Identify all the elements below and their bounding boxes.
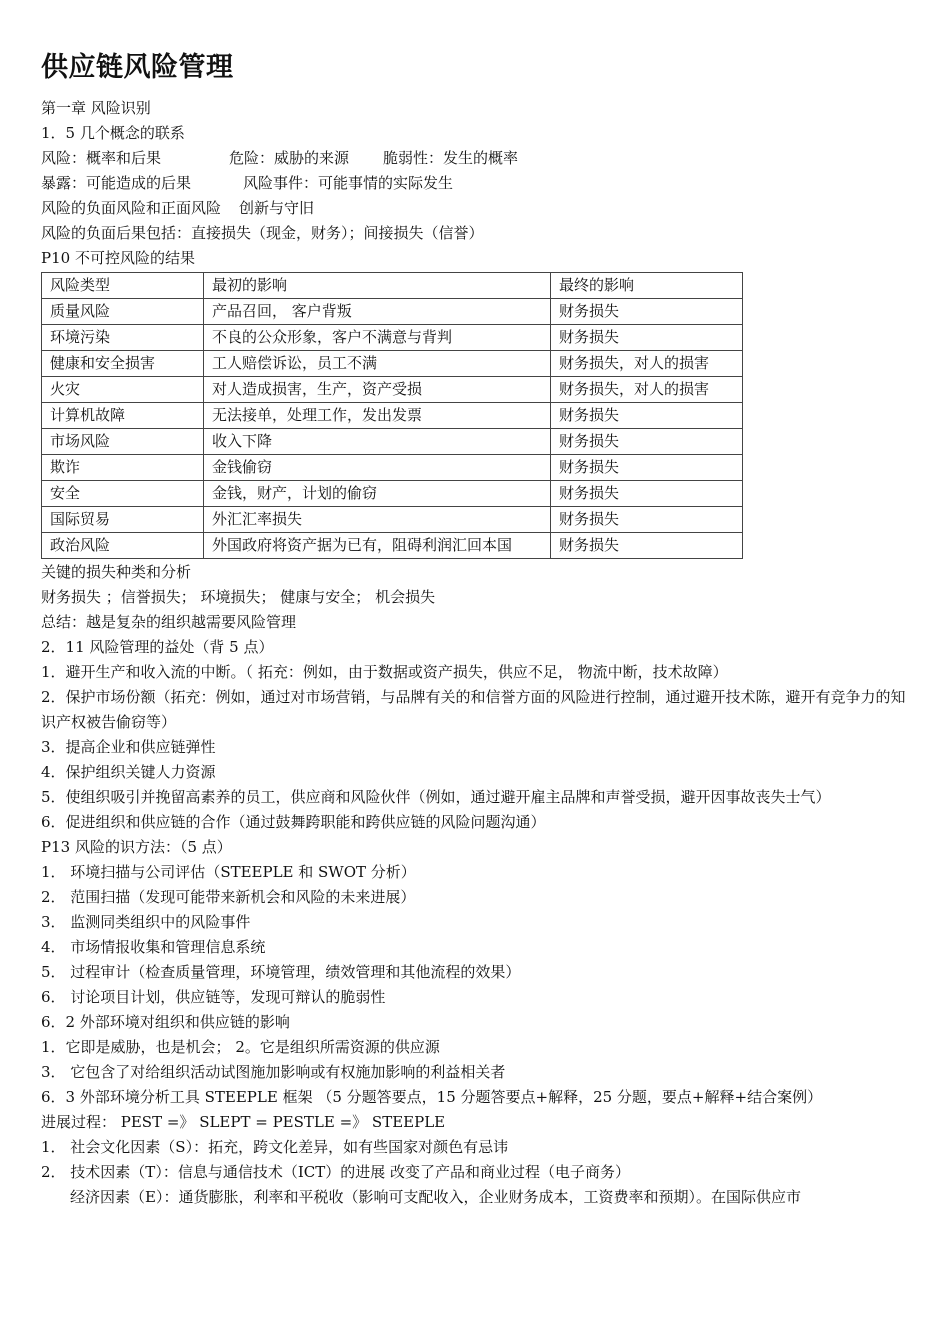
list-item: 6． 讨论项目计划，供应链等，发现可辩认的脆弱性 bbox=[41, 988, 386, 1006]
table-cell: 财务损失 bbox=[551, 507, 743, 533]
chapter-heading: 第一章 风险识别 bbox=[41, 99, 151, 117]
table-cell: 财务损失 bbox=[551, 429, 743, 455]
concept-risk-event: 风险事件：可能事情的实际发生 bbox=[243, 174, 454, 192]
table-cell: 市场风险 bbox=[42, 429, 204, 455]
list-item: 5． 过程审计（检查质量管理，环境管理，绩效管理和其他流程的效果） bbox=[41, 963, 521, 981]
concept-exposure: 暴露：可能造成的后果 bbox=[41, 174, 192, 192]
table-cell: 健康和安全损害 bbox=[42, 351, 204, 377]
concept-innovation: 创新与守旧 bbox=[239, 199, 315, 217]
env-influence-heading: 6．2 外部环境对组织和供应链的影响 bbox=[41, 1013, 290, 1031]
table-cell: 财务损失 bbox=[551, 403, 743, 429]
table-row bbox=[42, 455, 743, 481]
table-caption: P10 不可控风险的结果 bbox=[41, 249, 195, 267]
losses-heading: 关键的损失种类和分析 bbox=[41, 563, 192, 581]
list-item: 4．保护组织关键人力资源 bbox=[41, 763, 216, 781]
summary-line: 总结：越是复杂的组织越需要风险管理 bbox=[41, 613, 297, 631]
table-row bbox=[42, 533, 743, 559]
table-cell: 工人赔偿诉讼，员工不满 bbox=[204, 351, 551, 377]
risk-table bbox=[41, 272, 743, 559]
list-item: 6．促进组织和供应链的合作（通过鼓舞跨职能和跨供应链的风险问题沟通） bbox=[41, 813, 546, 831]
table-header: 最初的影响 bbox=[204, 273, 551, 299]
list-item: 5．使组织吸引并挽留高素养的员工，供应商和风险伙伴（例如，通过避开雇主品牌和声誉受损，避开因事故丧失士气） bbox=[41, 788, 831, 806]
table-cell: 欺诈 bbox=[42, 455, 204, 481]
benefits-heading: 2．11 风险管理的益处（背 5 点） bbox=[41, 638, 274, 656]
table-row bbox=[42, 299, 743, 325]
table-cell: 收入下降 bbox=[204, 429, 551, 455]
list-item: 4． 市场情报收集和管理信息系统 bbox=[41, 938, 266, 956]
concept-hazard: 危险：威胁的来源 bbox=[229, 149, 350, 167]
table-cell: 对人造成损害，生产，资产受损 bbox=[204, 377, 551, 403]
document-title: 供应链风险管理 bbox=[41, 52, 234, 83]
table-cell: 金钱偷窃 bbox=[204, 455, 551, 481]
table-cell: 财务损失 bbox=[551, 481, 743, 507]
list-item: 1．它即是威胁，也是机会； 2。它是组织所需资源的供应源 bbox=[41, 1038, 440, 1056]
table-cell: 财务损失，对人的损害 bbox=[551, 351, 743, 377]
table-row bbox=[42, 325, 743, 351]
table-cell: 安全 bbox=[42, 481, 204, 507]
concept-row: 风险的负面后果包括：直接损失（现金，财务）；间接损失（信誉） bbox=[41, 224, 484, 242]
table-row bbox=[42, 377, 743, 403]
list-item: 1． 社会文化因素（S）：拓充，跨文化差异，如有些国家对颜色有忌讳 bbox=[41, 1138, 509, 1156]
table-cell: 财务损失，对人的损害 bbox=[551, 377, 743, 403]
economic-factor-line: 经济因素（E）：通货膨胀，利率和平税收（影响可支配收入，企业财务成本，工资费率和预期）。在国际供应市 bbox=[70, 1188, 801, 1206]
section-heading: 1．5 几个概念的联系 bbox=[41, 124, 185, 142]
list-item: 2． 技术因素（T）：信息与通信技术（ICT）的进展 改变了产品和商业过程（电子商务） bbox=[41, 1163, 630, 1181]
table-cell: 国际贸易 bbox=[42, 507, 204, 533]
table-cell: 财务损失 bbox=[551, 325, 743, 351]
list-item: 2． 范围扫描（发现可能带来新机会和风险的未来进展） bbox=[41, 888, 416, 906]
list-item: 3． 它包含了对给组织活动试图施加影响或有权施加影响的利益相关者 bbox=[41, 1063, 506, 1081]
concept-row bbox=[41, 171, 911, 196]
table-row bbox=[42, 429, 743, 455]
list-item: 3．提高企业和供应链弹性 bbox=[41, 738, 216, 756]
table-row bbox=[42, 351, 743, 377]
table-cell: 质量风险 bbox=[42, 299, 204, 325]
losses-list: 财务损失 ；信誉损失； 环境损失； 健康与安全； 机会损失 bbox=[41, 588, 436, 606]
table-row bbox=[42, 481, 743, 507]
table-cell: 财务损失 bbox=[551, 533, 743, 559]
table-cell: 产品召回， 客户背叛 bbox=[204, 299, 551, 325]
table-cell: 政治风险 bbox=[42, 533, 204, 559]
list-item: 1．避开生产和收入流的中断。（ 拓充：例如，由于数据或资产损失，供应不足， 物流中断，技术故障） bbox=[41, 663, 728, 681]
methods-heading: P13 风险的识方法：（5 点） bbox=[41, 838, 232, 856]
table-cell: 环境污染 bbox=[42, 325, 204, 351]
table-cell: 外国政府将资产据为已有，阻碍利润汇回本国 bbox=[204, 533, 551, 559]
table-cell: 火灾 bbox=[42, 377, 204, 403]
concept-row bbox=[41, 196, 911, 221]
concept-risk: 风险：概率和后果 bbox=[41, 149, 162, 167]
list-item: 1． 环境扫描与公司评估（STEEPLE 和 SWOT 分析） bbox=[41, 863, 416, 881]
table-cell: 计算机故障 bbox=[42, 403, 204, 429]
table-cell: 不良的公众形象，客户不满意与背判 bbox=[204, 325, 551, 351]
steeple-heading: 6．3 外部环境分析工具 STEEPLE 框架 （5 分题答要点，15 分题答要点+解释，25 分题，要点+解释+结合案例） bbox=[41, 1088, 823, 1106]
table-row bbox=[42, 507, 743, 533]
table-cell: 财务损失 bbox=[551, 455, 743, 481]
concept-vulnerability: 脆弱性：发生的概率 bbox=[383, 149, 519, 167]
table-cell: 外汇汇率损失 bbox=[204, 507, 551, 533]
table-cell: 财务损失 bbox=[551, 299, 743, 325]
process-line: 进展过程： PEST =》 SLEPT = PESTLE =》 STEEPLE bbox=[41, 1113, 446, 1131]
table-cell: 金钱，财产，计划的偷窃 bbox=[204, 481, 551, 507]
table-header-row bbox=[42, 273, 743, 299]
concept-neg-pos: 风险的负面风险和正面风险 bbox=[41, 199, 222, 217]
table-header: 风险类型 bbox=[42, 273, 204, 299]
concept-row bbox=[41, 146, 911, 171]
document-page bbox=[41, 46, 911, 1210]
table-row bbox=[42, 403, 743, 429]
table-header: 最终的影响 bbox=[551, 273, 743, 299]
list-item: 2．保护市场份额（拓充：例如，通过对市场营销，与品牌有关的和信誉方面的风险进行控制，通过避开技术陈，避开有竞争力的知识产权被告偷窃等） bbox=[41, 688, 906, 731]
list-item: 3． 监测同类组织中的风险事件 bbox=[41, 913, 251, 931]
table-cell: 无法接单，处理工作，发出发票 bbox=[204, 403, 551, 429]
